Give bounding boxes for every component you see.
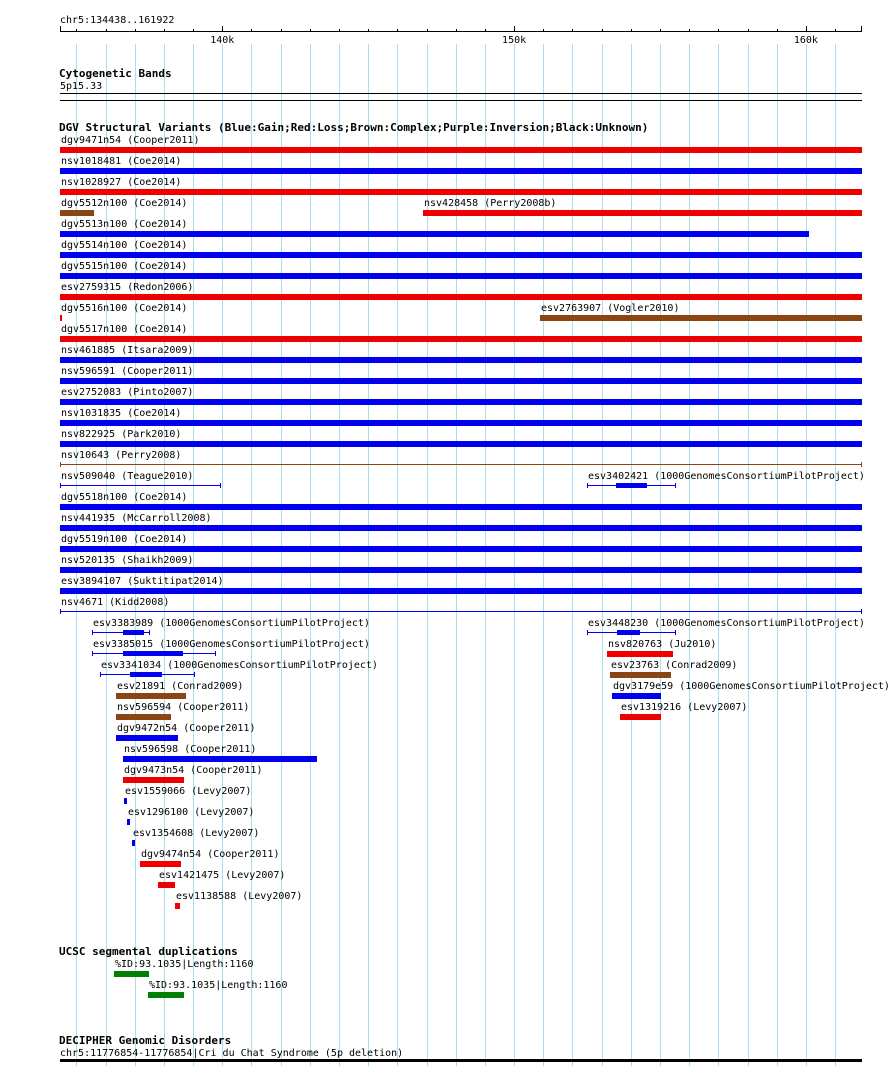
feature-end-cap [675, 483, 676, 488]
feature-label[interactable]: nsv10643 (Perry2008) [61, 450, 182, 461]
segdup-track-title[interactable]: UCSC segmental duplications [59, 945, 238, 958]
decipher-item-bar[interactable] [60, 1059, 862, 1062]
feature-label[interactable]: dgv9474n54 (Cooper2011) [141, 849, 280, 860]
feature-bar[interactable] [60, 399, 862, 405]
feature-label[interactable]: %ID:93.1035|Length:1160 [149, 980, 288, 991]
feature-label[interactable]: nsv441935 (McCarroll2008) [61, 513, 212, 524]
feature-label[interactable]: dgv5518n100 (Coe2014) [61, 492, 188, 503]
feature-label[interactable]: nsv1031835 (Coe2014) [61, 408, 182, 419]
feature-label[interactable]: esv1296100 (Levy2007) [128, 807, 255, 818]
feature-label[interactable]: esv3341034 (1000GenomesConsortiumPilotProject) [101, 660, 378, 671]
feature-bar[interactable] [612, 693, 661, 699]
feature-label[interactable]: nsv596598 (Cooper2011) [124, 744, 257, 755]
feature-label[interactable]: nsv820763 (Ju2010) [608, 639, 717, 650]
feature-bar[interactable] [127, 819, 130, 825]
feature-label[interactable]: esv1138588 (Levy2007) [176, 891, 303, 902]
feature-bar[interactable] [116, 693, 186, 699]
feature-label[interactable]: nsv461885 (Itsara2009) [61, 345, 194, 356]
feature-end-cap [60, 462, 61, 467]
feature-label[interactable]: nsv509040 (Teague2010) [61, 471, 194, 482]
feature-label[interactable]: esv1559066 (Levy2007) [125, 786, 252, 797]
feature-label[interactable]: esv2763907 (Vogler2010) [541, 303, 680, 314]
feature-end-cap [220, 483, 221, 488]
feature-label[interactable]: nsv428458 (Perry2008b) [424, 198, 557, 209]
ruler-end-tick [60, 26, 61, 32]
feature-label[interactable]: dgv5516n100 (Coe2014) [61, 303, 188, 314]
ruler-minor-tick [631, 29, 632, 32]
ruler-axis [60, 31, 862, 32]
feature-bar[interactable] [140, 861, 181, 867]
cytoband-label[interactable]: 5p15.33 [60, 81, 103, 92]
feature-bar[interactable] [60, 210, 94, 216]
feature-label[interactable]: dgv5513n100 (Coe2014) [61, 219, 188, 230]
feature-label[interactable]: nsv596594 (Cooper2011) [117, 702, 250, 713]
ruler-minor-tick [456, 29, 457, 32]
feature-label[interactable]: esv2759315 (Redon2006) [61, 282, 194, 293]
ruler-minor-tick [164, 29, 165, 32]
position-label: chr5:134438..161922 [60, 15, 175, 26]
feature-end-cap [92, 651, 93, 656]
feature-bar[interactable] [60, 504, 862, 510]
feature-label[interactable]: dgv3179e59 (1000GenomesConsortiumPilotProject) [613, 681, 890, 692]
feature-bar[interactable] [610, 672, 671, 678]
decipher-track-title[interactable]: DECIPHER Genomic Disorders [59, 1034, 232, 1047]
dgv-track-title[interactable]: DGV Structural Variants (Blue:Gain;Red:Loss;Brown:Complex;Purple:Inversion;Black:Unknown) [59, 121, 649, 134]
ruler-end-tick [861, 26, 862, 32]
ruler-tick-label: 140k [210, 35, 235, 46]
feature-bar[interactable] [60, 168, 862, 174]
feature-bar[interactable] [158, 882, 175, 888]
feature-bar[interactable] [60, 441, 862, 447]
feature-bar[interactable] [607, 651, 673, 657]
feature-label[interactable]: nsv4671 (Kidd2008) [61, 597, 170, 608]
feature-label[interactable]: dgv5512n100 (Coe2014) [61, 198, 188, 209]
feature-bar[interactable] [60, 294, 862, 300]
feature-end-cap [861, 462, 862, 467]
feature-end-cap [587, 630, 588, 635]
feature-label[interactable]: esv23763 (Conrad2009) [611, 660, 738, 671]
feature-bar[interactable] [175, 903, 180, 909]
feature-bar[interactable] [540, 315, 862, 321]
ruler-minor-tick [485, 29, 486, 32]
feature-label[interactable]: esv3894107 (Suktitipat2014) [61, 576, 224, 587]
feature-label[interactable]: nsv596591 (Cooper2011) [61, 366, 194, 377]
feature-label[interactable]: dgv5515n100 (Coe2014) [61, 261, 188, 272]
feature-bar[interactable] [60, 252, 862, 258]
decipher-item-label[interactable]: chr5:11776854-11776854|Cri du Chat Syndrome (5p deletion) [60, 1048, 404, 1059]
ruler-major-tick [222, 26, 223, 32]
ruler-minor-tick [718, 29, 719, 32]
ruler-minor-tick [689, 29, 690, 32]
feature-label[interactable]: nsv520135 (Shaikh2009) [61, 555, 194, 566]
feature-bar[interactable] [148, 992, 184, 998]
feature-label[interactable]: dgv5519n100 (Coe2014) [61, 534, 188, 545]
feature-end-cap [149, 630, 150, 635]
feature-bar[interactable] [60, 567, 862, 573]
feature-end-cap [92, 630, 93, 635]
feature-core-bar[interactable] [617, 630, 640, 635]
feature-label[interactable]: dgv5517n100 (Coe2014) [61, 324, 188, 335]
ruler-minor-tick [281, 29, 282, 32]
ruler-tick-label: 150k [502, 35, 527, 46]
feature-bar[interactable] [116, 714, 171, 720]
feature-label[interactable]: esv21891 (Conrad2009) [117, 681, 244, 692]
ruler-minor-tick [835, 29, 836, 32]
feature-end-cap [587, 483, 588, 488]
feature-bar[interactable] [60, 525, 862, 531]
feature-bar[interactable] [620, 714, 661, 720]
ruler-minor-tick [193, 29, 194, 32]
feature-end-cap [675, 630, 676, 635]
ruler-minor-tick [543, 29, 544, 32]
feature-bar[interactable] [60, 420, 862, 426]
feature-end-cap [100, 672, 101, 677]
feature-label[interactable]: esv1319216 (Levy2007) [621, 702, 748, 713]
ruler-major-tick [514, 26, 515, 32]
feature-label[interactable]: esv3385015 (1000GenomesConsortiumPilotProject) [93, 639, 370, 650]
feature-bar[interactable] [60, 315, 62, 321]
ruler-minor-tick [368, 29, 369, 32]
feature-end-cap [194, 672, 195, 677]
feature-core-bar[interactable] [616, 483, 647, 488]
feature-bar[interactable] [60, 147, 862, 153]
cytoband-line-bottom [60, 100, 862, 101]
ruler-minor-tick [572, 29, 573, 32]
feature-label[interactable]: dgv9473n54 (Cooper2011) [124, 765, 263, 776]
feature-bar[interactable] [132, 840, 135, 846]
ruler-minor-tick [660, 29, 661, 32]
feature-label[interactable]: nsv1028927 (Coe2014) [61, 177, 182, 188]
ruler-minor-tick [748, 29, 749, 32]
feature-core-bar[interactable] [123, 630, 144, 635]
feature-label[interactable]: esv1354608 (Levy2007) [133, 828, 260, 839]
feature-bar[interactable] [60, 588, 862, 594]
ruler-minor-tick [777, 29, 778, 32]
feature-label[interactable]: esv2752083 (Pinto2007) [61, 387, 194, 398]
feature-label[interactable]: esv3448230 (1000GenomesConsortiumPilotProject) [588, 618, 865, 629]
feature-label[interactable]: esv1421475 (Levy2007) [159, 870, 286, 881]
feature-bar[interactable] [60, 231, 809, 237]
feature-bar[interactable] [60, 189, 862, 195]
feature-bar[interactable] [60, 273, 862, 279]
feature-thin-bar[interactable] [60, 464, 862, 465]
feature-label[interactable]: dgv9472n54 (Cooper2011) [117, 723, 256, 734]
feature-label[interactable]: nsv1018481 (Coe2014) [61, 156, 182, 167]
feature-bar[interactable] [123, 777, 184, 783]
ruler-minor-tick [310, 29, 311, 32]
ruler-minor-tick [427, 29, 428, 32]
feature-bar[interactable] [423, 210, 862, 216]
feature-label[interactable]: esv3383989 (1000GenomesConsortiumPilotProject) [93, 618, 370, 629]
ruler-minor-tick [251, 29, 252, 32]
ruler-minor-tick [602, 29, 603, 32]
ruler-major-tick [806, 26, 807, 32]
feature-label[interactable]: nsv822925 (Park2010) [61, 429, 182, 440]
ruler-minor-tick [397, 29, 398, 32]
feature-bar[interactable] [60, 336, 862, 342]
ruler-minor-tick [106, 29, 107, 32]
ruler-tick-label: 160k [793, 35, 818, 46]
feature-label[interactable]: %ID:93.1035|Length:1160 [115, 959, 254, 970]
feature-core-bar[interactable] [123, 651, 183, 656]
cytoband-line-top [60, 93, 862, 94]
ruler-minor-tick [135, 29, 136, 32]
feature-end-cap [215, 651, 216, 656]
feature-bar[interactable] [60, 546, 862, 552]
feature-label[interactable]: dgv5514n100 (Coe2014) [61, 240, 188, 251]
feature-label[interactable]: dgv9471n54 (Cooper2011) [61, 135, 200, 146]
feature-bar[interactable] [60, 378, 862, 384]
feature-bar[interactable] [124, 798, 127, 804]
feature-core-bar[interactable] [130, 672, 162, 677]
feature-bar[interactable] [116, 735, 178, 741]
feature-bar[interactable] [123, 756, 317, 762]
feature-thin-bar[interactable] [60, 485, 221, 486]
feature-bar[interactable] [114, 971, 149, 977]
feature-bar[interactable] [60, 357, 862, 363]
ruler-minor-tick [339, 29, 340, 32]
ruler-minor-tick [76, 29, 77, 32]
feature-end-cap [861, 609, 862, 614]
feature-thin-bar[interactable] [60, 611, 862, 612]
feature-label[interactable]: esv3402421 (1000GenomesConsortiumPilotProject) [588, 471, 865, 482]
feature-end-cap [60, 483, 61, 488]
feature-end-cap [60, 609, 61, 614]
cytoband-track-title[interactable]: Cytogenetic Bands [59, 67, 172, 80]
